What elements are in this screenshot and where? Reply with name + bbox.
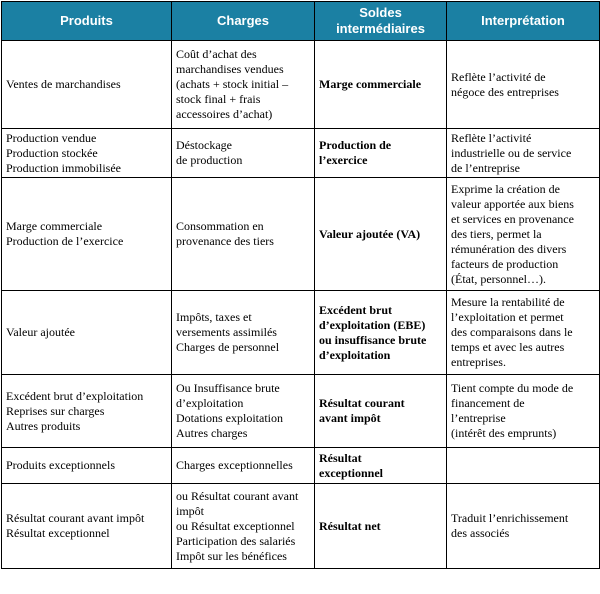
cell-interpretation: Mesure la rentabilité de l’exploitation et permet des comparaisons dans le temps et avec les autres entreprises. — [447, 291, 600, 375]
cell-produits: Produits exceptionnels — [2, 448, 172, 484]
table-row — [2, 484, 600, 569]
header-interpretation: Interprétation — [447, 2, 600, 41]
cell-charges: Consommation en provenance des tiers — [172, 178, 315, 291]
table-row — [2, 41, 600, 129]
cell-charges: Charges exceptionnelles — [172, 448, 315, 484]
cell-charges: Coût d’achat des marchandises vendues (achats + stock initial – stock final + frais accessoires d’achat) — [172, 41, 315, 129]
cell-solde: Production de l’exercice — [315, 129, 447, 178]
header-row — [2, 2, 600, 41]
table-row — [2, 291, 600, 375]
cell-interpretation: Tient compte du mode de financement de l’entreprise (intérêt des emprunts) — [447, 375, 600, 448]
cell-charges: Déstockage de production — [172, 129, 315, 178]
table-row — [2, 448, 600, 484]
cell-produits: Excédent brut d’exploitation Reprises sur charges Autres produits — [2, 375, 172, 448]
cell-produits: Résultat courant avant impôt Résultat exceptionnel — [2, 484, 172, 569]
cell-produits: Marge commerciale Production de l’exercice — [2, 178, 172, 291]
header-produits: Produits — [2, 2, 172, 41]
cell-solde: Résultat net — [315, 484, 447, 569]
cell-produits: Production vendue Production stockée Production immobilisée — [2, 129, 172, 178]
cell-produits: Valeur ajoutée — [2, 291, 172, 375]
cell-solde: Excédent brut d’exploitation (EBE) ou insuffisance brute d’exploitation — [315, 291, 447, 375]
cell-produits: Ventes de marchandises — [2, 41, 172, 129]
cell-interpretation: Exprime la création de valeur apportée aux biens et services en provenance des tiers, permet la rémunération des divers facteurs de production (État, personnel…). — [447, 178, 600, 291]
header-soldes: Soldes intermédiaires — [315, 2, 447, 41]
cell-solde: Valeur ajoutée (VA) — [315, 178, 447, 291]
header-charges: Charges — [172, 2, 315, 41]
cell-interpretation: Reflète l’activité de négoce des entreprises — [447, 41, 600, 129]
cell-charges: ou Résultat courant avant impôt ou Résultat exceptionnel Participation des salariés Impôt sur les bénéfices — [172, 484, 315, 569]
cell-charges: Ou Insuffisance brute d’exploitation Dotations exploitation Autres charges — [172, 375, 315, 448]
cell-interpretation: Reflète l’activité industrielle ou de service de l’entreprise — [447, 129, 600, 178]
table-row — [2, 178, 600, 291]
table-row — [2, 129, 600, 178]
cell-interpretation: Traduit l’enrichissement des associés — [447, 484, 600, 569]
cell-interpretation — [447, 448, 600, 484]
cell-solde: Marge commerciale — [315, 41, 447, 129]
table-row — [2, 375, 600, 448]
cell-solde: Résultat exceptionnel — [315, 448, 447, 484]
cell-charges: Impôts, taxes et versements assimilés Charges de personnel — [172, 291, 315, 375]
soldes-intermediaires-table — [1, 1, 600, 569]
cell-solde: Résultat courant avant impôt — [315, 375, 447, 448]
